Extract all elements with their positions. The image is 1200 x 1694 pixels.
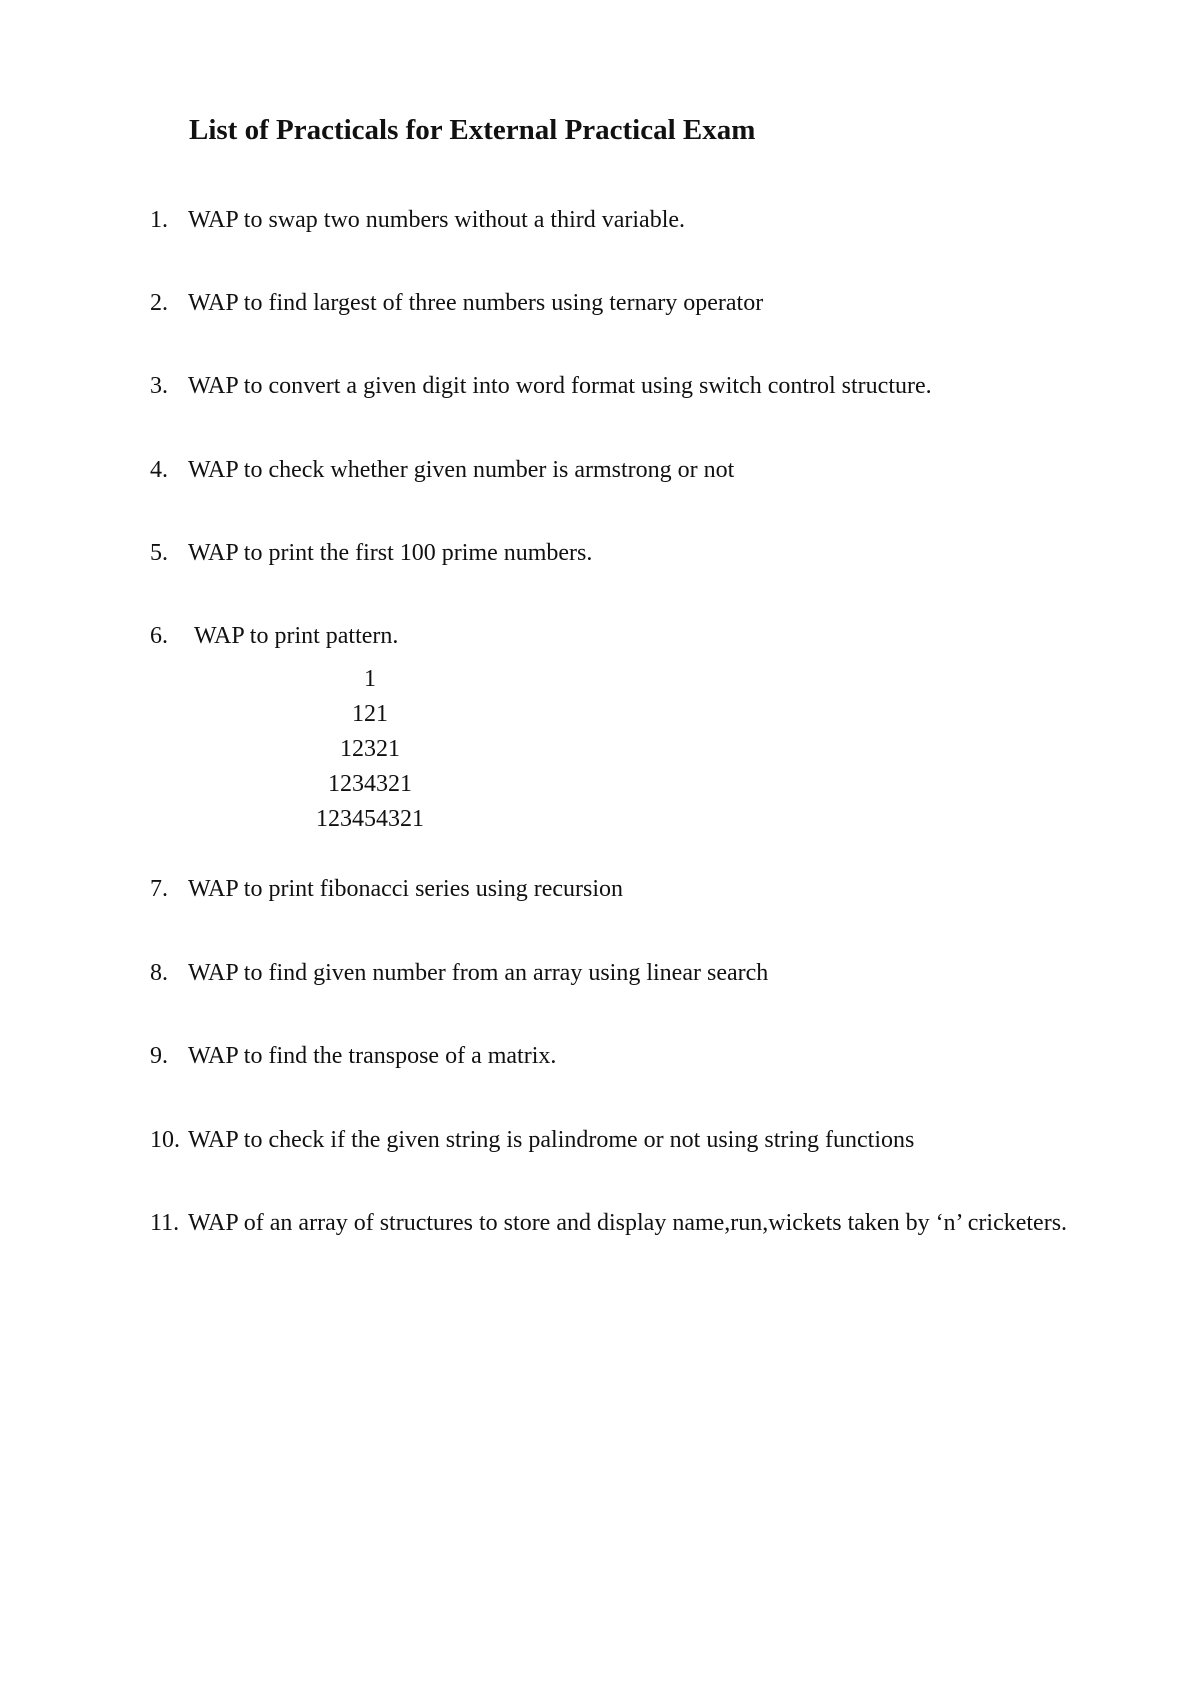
item-text: WAP to print fibonacci series using recursion	[188, 876, 624, 902]
item-number: 7.	[150, 876, 168, 902]
item-text: WAP to check whether given number is armstrong or not	[188, 457, 735, 483]
item-number: 4.	[150, 457, 168, 483]
item-text: WAP to check if the given string is palindrome or not using string functions	[188, 1127, 915, 1153]
pattern-line: 1234321	[328, 771, 412, 797]
item-text: WAP to print pattern.	[194, 623, 399, 649]
item-number: 6.	[150, 623, 168, 649]
pattern-line: 12321	[340, 736, 400, 762]
item-text: WAP to convert a given digit into word format using switch control structure.	[188, 373, 932, 399]
pattern-line: 1	[364, 666, 376, 692]
item-number: 11.	[150, 1210, 180, 1236]
item-number: 8.	[150, 960, 168, 986]
item-text: WAP of an array of structures to store and display name,run,wickets taken by ‘n’ cricketers.	[188, 1210, 1068, 1236]
item-number: 3.	[150, 373, 168, 399]
item-text: WAP to find given number from an array using linear search	[188, 960, 769, 986]
item-text: WAP to print the first 100 prime numbers.	[188, 540, 593, 566]
number-pattern	[240, 662, 500, 837]
item-number: 10.	[150, 1127, 180, 1153]
item-number: 2.	[150, 290, 168, 316]
item-text: WAP to find largest of three numbers using ternary operator	[188, 290, 764, 316]
pattern-line: 123454321	[316, 806, 424, 832]
document-title: List of Practicals for External Practical Exam	[189, 114, 756, 146]
item-text: WAP to find the transpose of a matrix.	[188, 1043, 557, 1069]
item-text: WAP to swap two numbers without a third variable.	[188, 207, 686, 233]
item-number: 1.	[150, 207, 168, 233]
pattern-line: 121	[352, 701, 388, 727]
item-number: 9.	[150, 1043, 168, 1069]
item-number: 5.	[150, 540, 168, 566]
